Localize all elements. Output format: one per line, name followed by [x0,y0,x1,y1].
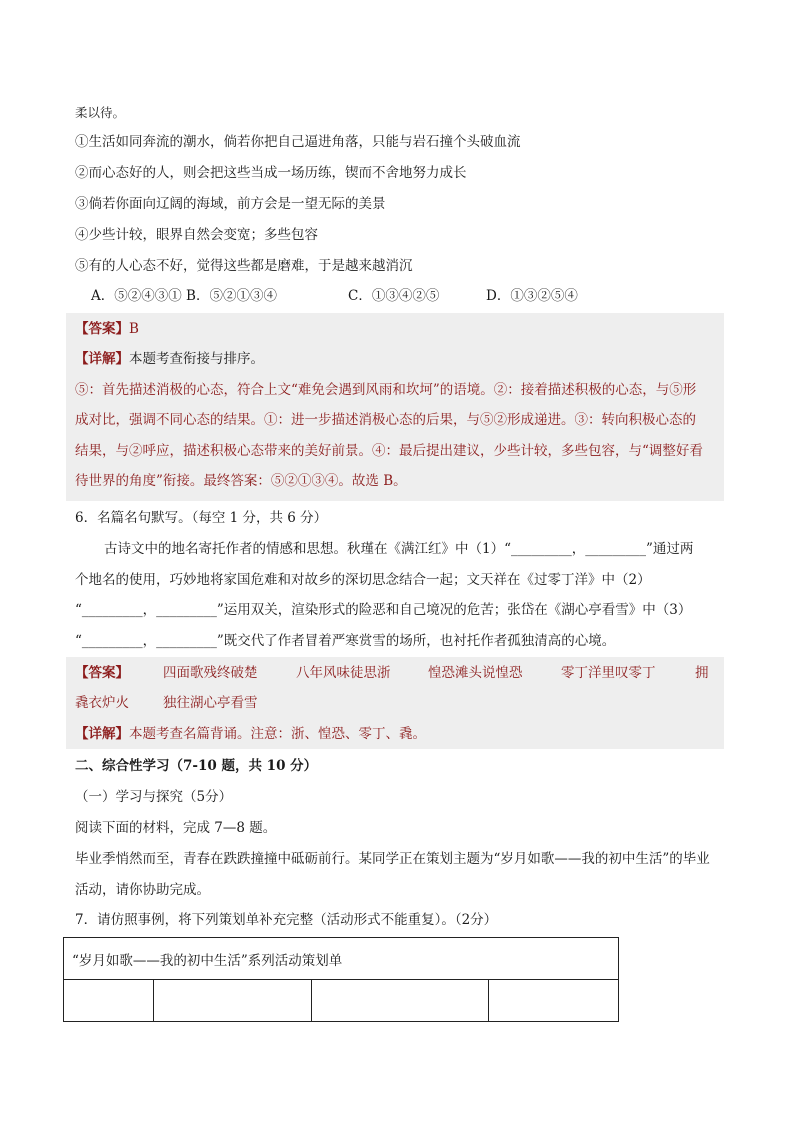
detail-text-2: 成对比，强调不同心态的结果。①：进一步描述消极心态的后果，与⑤②形成递进。③：转向积极心态的 [75,412,696,428]
plan-table-row [64,980,619,1022]
q6-answer-5: 拥 [695,665,709,681]
option-d: D．①③②⑤④ [486,288,578,304]
option-a-b: A．⑤②④③① B．⑤②①③④ [91,288,277,304]
detail-line [75,349,264,369]
section-2-title: 二、综合性学习（7-10 题，共 10 分） [75,758,318,774]
q6-line-2: 个地名的使用，巧妙地将家国危难和对故乡的深切思念结合一起；文天祥在《过零丁洋》中（2） [75,572,651,588]
q6-answer-tag: 【答案】 [75,665,129,681]
sentence-item-4: ④少些计较，眼界自然会变宽；多些包容 [75,227,318,243]
q6-answer-1: 四面歌残终破楚 [163,665,258,681]
q6-answer-6: 毳衣炉火 [75,695,129,711]
section-2-subtitle: （一）学习与探究（5分） [75,789,233,805]
plan-table-header-row [64,938,619,980]
q6-line-3: “_________，_________”运用双关，渲染形式的险恶和自己境况的危苦；张岱在《湖心亭看雪》中（3） [75,602,692,618]
section-2-paragraph-1: 毕业季悄然而至，青春在跌跌撞撞中砥砺前行。某同学正在策划主题为“岁月如歌——我的初中生活”的毕业 [75,851,710,867]
plan-table-cell-4[interactable] [489,980,619,1022]
q6-answer-2: 八年风味徒思浙 [296,665,391,681]
q6-line-1: 古诗文中的地名寄托作者的情感和思想。秋瑾在《满江红》中（1）“_________，_________”通过两 [104,541,694,557]
q6-line-4: “_________，_________”既交代了作者冒着严寒赏雪的场所，也衬托作者孤独清高的心境。 [75,633,616,649]
q6-detail-line [75,724,426,744]
sentence-item-2: ②而心态好的人，则会把这些当成一场历练，锲而不舍地努力成长 [75,165,467,181]
plan-table-cell-1[interactable] [64,980,154,1022]
option-c: C．①③④②⑤ [348,288,440,304]
plan-table-title: “岁月如歌——我的初中生活”系列活动策划单 [64,938,619,980]
detail-tag: 【详解】 [75,351,129,367]
q6-detail-tag: 【详解】 [75,726,129,742]
sentence-item-5: ⑤有的人心态不好，觉得这些都是磨难，于是越来越消沉 [75,258,413,274]
plan-table-cell-3[interactable] [312,980,489,1022]
detail-text-1: ⑤：首先描述消极的心态，符合上文“难免会遇到风雨和坎坷”的语境。②：接着描述积极的心态，与⑤形 [75,382,697,398]
detail-text-4: 待世界的角度”衔接。最终答案：⑤②①③④。故选 B。 [75,473,407,489]
answer-block-q6 [66,657,724,749]
q6-detail-text: 本题考查名篇背诵。注意：浙、惶恐、零丁、毳。 [129,726,426,742]
answer-tag: 【答案】 [75,321,129,337]
detail-intro: 本题考查衔接与排序。 [129,351,264,367]
section-2-intro: 阅读下面的材料，完成 7—8 题。 [75,820,277,836]
plan-table-cell-2[interactable] [154,980,312,1022]
answer-line [75,319,139,339]
q6-answer-4: 零丁洋里叹零丁 [561,665,656,681]
section-2-paragraph-2: 活动，请你协助完成。 [75,882,210,898]
sentence-item-1: ①生活如同奔流的潮水，倘若你把自己逼进角落，只能与岩石撞个头破血流 [75,134,521,150]
sentence-item-3: ③倘若你面向辽阔的海域，前方会是一望无际的美景 [75,196,386,212]
q6-answer-7: 独往湖心亭看雪 [163,695,258,711]
answer-value: B [129,321,139,337]
text-fragment: 柔以待。 [75,105,126,120]
q6-answer-3: 惶恐滩头说惶恐 [428,665,523,681]
detail-text-3: 结果，与②呼应，描述积极心态带来的美好前景。④：最后提出建议，少些计较，多些包容，与“调整好看 [75,443,703,459]
q7-prompt: 7．请仿照事例，将下列策划单补充完整（活动形式不能重复）。（2分） [75,912,498,928]
answer-block-q5 [66,313,724,501]
q6-title: 6．名篇名句默写。（每空 1 分，共 6 分） [75,510,328,526]
plan-table [63,937,619,1022]
